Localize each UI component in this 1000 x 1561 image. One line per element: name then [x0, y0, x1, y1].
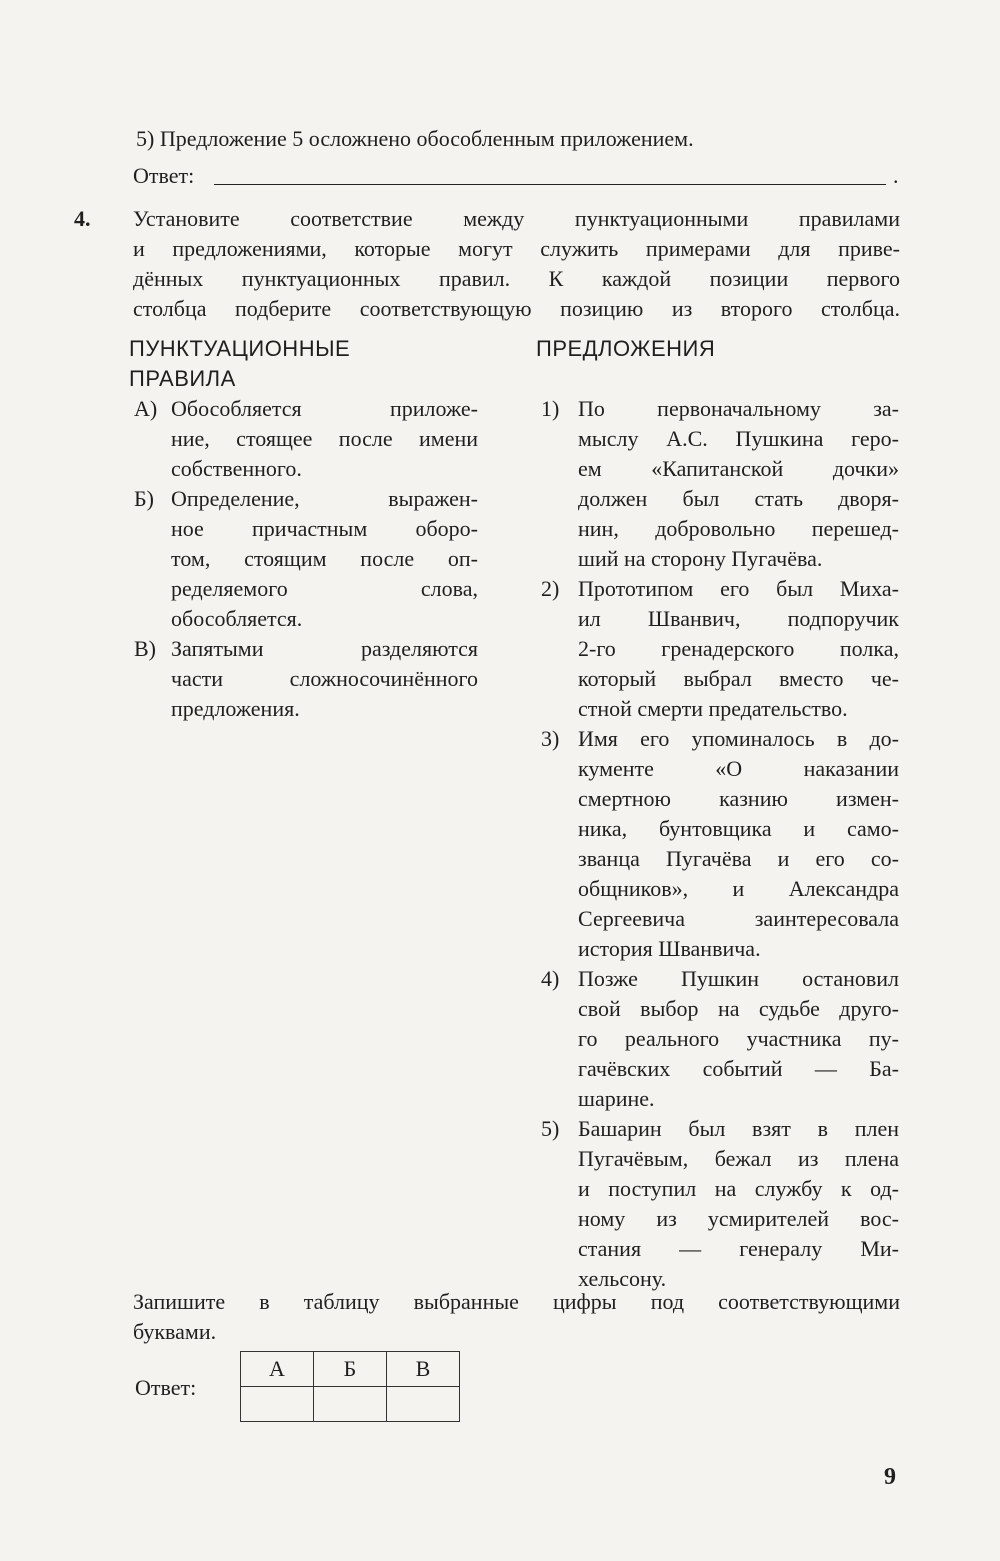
sentence-item-4 [541, 964, 899, 1114]
answer-header-a: А [241, 1352, 314, 1387]
sentence-line: Пугачёвым, бежал из плена [578, 1146, 899, 1171]
sentence-line: ем «Капитанской дочки» [578, 456, 899, 481]
sentences-header: ПРЕДЛОЖЕНИЯ [536, 336, 716, 361]
sentence-line: ному из усмирителей вос- [578, 1206, 899, 1231]
instruction-line: дённых пунктуационных правил. К каждой позиции первого [133, 266, 900, 291]
sentence-line: общников», и Александра [578, 876, 899, 901]
sentence-line: стной смерти предательство. [578, 696, 848, 721]
sentence-line: Имя его упоминалось в до- [578, 726, 899, 751]
prev-answer-field[interactable] [214, 184, 886, 185]
sentence-number: 1) [541, 396, 560, 421]
sentence-item-3 [541, 724, 899, 964]
sentence-line: смертною казнию измен- [578, 786, 899, 811]
sentence-line: гачёвских событий — Ба- [578, 1056, 899, 1081]
rule-line: ное причастным оборо- [171, 516, 478, 541]
answer-table [240, 1351, 460, 1422]
sentence-line: кументе «О наказании [578, 756, 899, 781]
answer-cell-a[interactable] [241, 1387, 314, 1422]
rules-list [134, 394, 478, 724]
rule-line: обособляется. [171, 606, 303, 631]
sentence-line: мыслу А.С. Пушкина геро- [578, 426, 899, 451]
answer-header-v: В [387, 1352, 460, 1387]
sentence-line: званца Пугачёва и его со- [578, 846, 899, 871]
rule-item-b [134, 484, 478, 634]
sentence-line: Позже Пушкин остановил [578, 966, 899, 991]
rule-letter: Б) [134, 486, 154, 511]
sentence-line: который выбрал вместо че- [578, 666, 899, 691]
rule-letter: А) [134, 396, 158, 421]
rule-line: том, стоящим после оп- [171, 546, 478, 571]
prev-option-5: 5) Предложение 5 осложнено обособленным приложением. [136, 126, 694, 151]
instruction-line: и предложениями, которые могут служить примерами для приве- [133, 236, 900, 261]
write-instruction-line: буквами. [133, 1319, 217, 1344]
sentence-number: 2) [541, 576, 560, 601]
rule-line: предложения. [171, 696, 300, 721]
rule-item-a [134, 394, 478, 484]
task-instruction [133, 204, 900, 324]
sentence-line: По первоначальному за- [578, 396, 899, 421]
sentence-line: ший на сторону Пугачёва. [578, 546, 823, 571]
rule-line: Обособляется приложе- [171, 396, 478, 421]
rule-line: Запятыми разделяются [171, 636, 478, 661]
rule-letter: В) [134, 636, 156, 661]
sentence-number: 4) [541, 966, 560, 991]
rule-line: Определение, выражен- [171, 486, 478, 511]
prev-answer-label: Ответ: [133, 163, 195, 188]
rule-line: ределяемого слова, [171, 576, 478, 601]
sentence-item-1 [541, 394, 899, 574]
prev-answer-end: . [893, 163, 899, 188]
rule-line: собственного. [171, 456, 302, 481]
sentence-item-5 [541, 1114, 899, 1294]
sentence-line: нин, добровольно перешед- [578, 516, 899, 541]
rule-line: ние, стоящее после имени [171, 426, 478, 451]
sentence-line: Башарин был взят в плен [578, 1116, 899, 1141]
sentence-line: хельсону. [578, 1266, 667, 1291]
answer-header-b: Б [314, 1352, 387, 1387]
sentences-list [541, 394, 899, 1294]
sentence-line: го реального участника пу- [578, 1026, 899, 1051]
sentence-line: история Шванвича. [578, 936, 761, 961]
sentence-number: 5) [541, 1116, 560, 1141]
rules-header-line: ПРАВИЛА [129, 366, 236, 391]
task-number: 4. [74, 206, 91, 231]
answer-label: Ответ: [135, 1375, 197, 1400]
sentence-line: свой выбор на судьбе друго- [578, 996, 899, 1021]
rule-line: части сложносочинённого [171, 666, 478, 691]
sentence-line: Сергеевича заинтересовала [578, 906, 899, 931]
sentence-line: Прототипом его был Миха- [578, 576, 899, 601]
sentence-line: должен был стать дворя- [578, 486, 899, 511]
sentence-number: 3) [541, 726, 560, 751]
sentence-line: ил Шванвич, подпоручик [578, 606, 899, 631]
instruction-line: Установите соответствие между пунктуационными правилами [133, 206, 900, 231]
rules-header-line: ПУНКТУАЦИОННЫЕ [129, 336, 351, 361]
answer-cell-b[interactable] [314, 1387, 387, 1422]
sentence-line: 2-го гренадерского полка, [578, 636, 899, 661]
sentence-item-2 [541, 574, 899, 724]
answer-cell-v[interactable] [387, 1387, 460, 1422]
sentence-line: стания — генералу Ми- [578, 1236, 899, 1261]
sentence-line: шарине. [578, 1086, 655, 1111]
page-number: 9 [884, 1464, 896, 1490]
sentence-line: ника, бунтовщика и само- [578, 816, 899, 841]
rule-item-v [134, 634, 478, 724]
write-instruction [133, 1287, 900, 1347]
sentence-line: и поступил на службу к од- [578, 1176, 899, 1201]
rules-header [129, 334, 350, 394]
write-instruction-line: Запишите в таблицу выбранные цифры под соответствующими [133, 1289, 900, 1314]
instruction-line: столбца подберите соответствующую позицию из второго столбца. [133, 296, 900, 321]
